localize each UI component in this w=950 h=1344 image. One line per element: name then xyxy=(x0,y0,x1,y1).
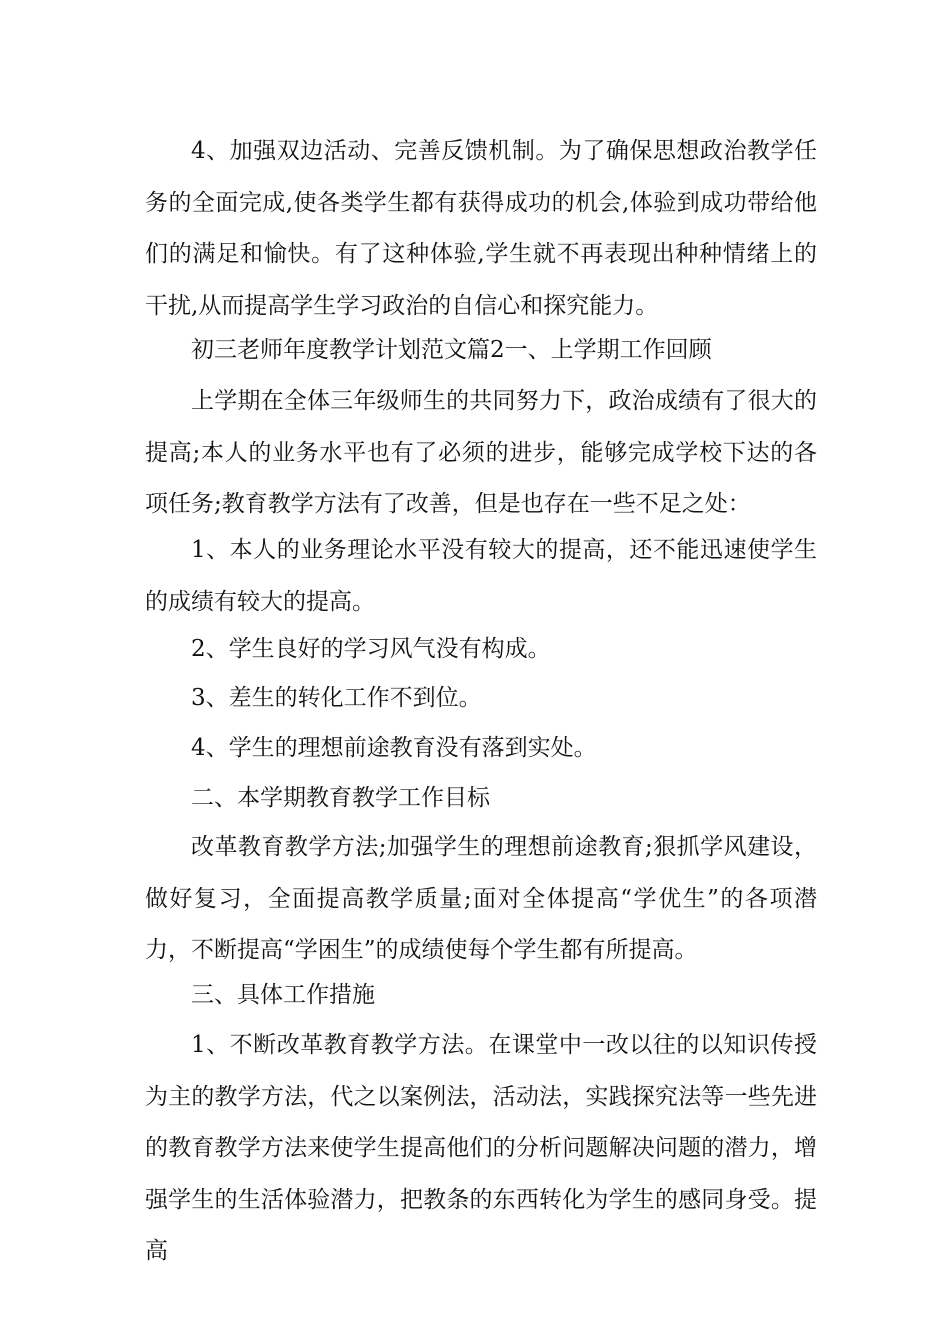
section-heading-measures: 三、具体工作措施 xyxy=(191,982,375,1008)
list-item-study-atmosphere: 2、学生良好的学习风气没有构成。 xyxy=(191,636,551,662)
paragraph-goals: 改革教育教学方法;加强学生的理想前途教育;狠抓学风建设，做好复习，全面提高教学质量;面对全体提高“学优生”的各项潜力，不断提高“学困生”的成绩使每个学生都有所提高。 xyxy=(145,834,817,963)
paragraph-last-term-review: 上学期在全体三年级师生的共同努力下，政治成绩有了很大的提高;本人的业务水平也有了必须的进步，能够完成学校下达的各项任务;教育教学方法有了改善，但是也存在一些不足之处： xyxy=(145,388,817,517)
section-heading-goals: 二、本学期教育教学工作目标 xyxy=(191,785,490,811)
section-title-plan-2: 初三老师年度教学计划范文篇2一、上学期工作回顾 xyxy=(191,337,712,363)
list-item-theory-level: 1、本人的业务理论水平没有较大的提高，还不能迅速使学生的成绩有较大的提高。 xyxy=(145,537,817,615)
list-item-ideals-education: 4、学生的理想前途教育没有落到实处。 xyxy=(191,735,597,761)
list-item-weak-students: 3、差生的转化工作不到位。 xyxy=(191,685,482,711)
paragraph-teaching-reform: 1、不断改革教育教学方法。在课堂中一改以往的以知识传授为主的教学方法，代之以案例法，活动法，实践探究法等一些先进的教育教学方法来使学生提高他们的分析问题解决问题的潜力，增强学生的生活体验潜力，把教条的东西转化为学生的感同身受。提高 xyxy=(145,1032,817,1264)
paragraph-bilateral-activities: 4、加强双边活动、完善反馈机制。为了确保思想政治教学任务的全面完成,使各类学生都有获得成功的机会,体验到成功带给他们的满足和愉快。有了这种体验,学生就不再表现出种种情绪上的干扰,从而提高学生学习政治的自信心和探究能力。 xyxy=(145,138,817,319)
